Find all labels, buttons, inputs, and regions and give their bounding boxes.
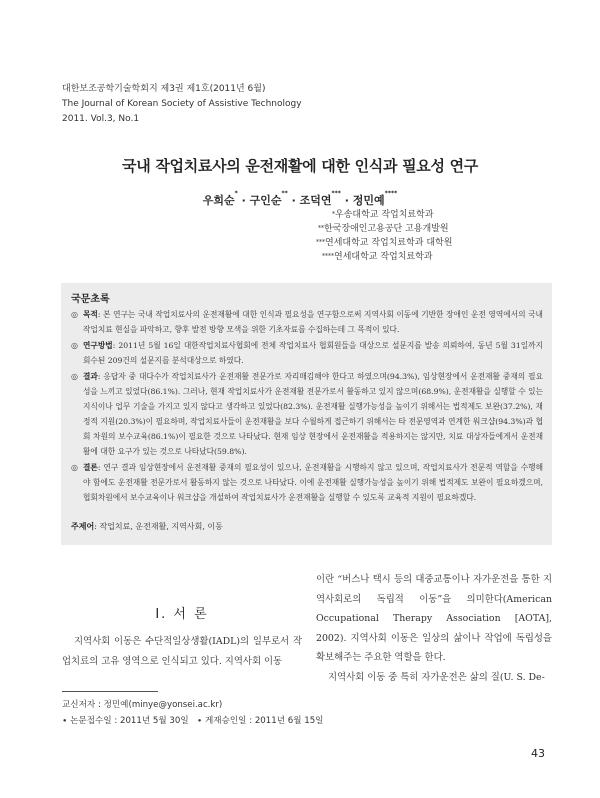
journal-english-name: The Journal of Korean Society of Assistive Technology xyxy=(62,99,302,109)
abstract-label: 연구방법 xyxy=(83,341,113,350)
affiliation-mark: ** xyxy=(318,225,324,232)
author-separator: · xyxy=(237,194,250,207)
abstract-label: 결론 xyxy=(83,463,98,472)
abstract-text: 2011년 5월 16일 대한작업치료사협회에 전체 작업치료사 협회원들을 대상으로 설문지를 발송 의뢰하여, 동년 5월 31일까지 회수된 209건의 설문지를 분석대상으로 하였다. xyxy=(83,341,543,365)
affiliation-list xyxy=(318,208,452,264)
paper-title: 국내 작업치료사의 운전재활에 대한 인식과 필요성 연구 xyxy=(122,157,478,175)
body-column-left: 지역사회 이동은 수단적일상생활(IADL)의 일부로서 작업치료의 고유 영역으로 인식되고 있다. 지역사회 이동 xyxy=(62,636,302,667)
affiliation-mark: **** xyxy=(322,253,334,260)
body-column-right xyxy=(316,570,552,687)
abstract-item-method: ◎ 연구방법: 2011년 5월 16일 대한작업치료사협회에 전체 작업치료사 협회원들을 대상으로 설문지를 발송 의뢰하여, 동년 5월 31일까지 회수된 209건의 설문지를 분석대상으로 하였다. xyxy=(71,338,543,368)
author-separator: · xyxy=(287,194,300,207)
affiliation-mark: *** xyxy=(316,239,325,246)
journal-volume: 2011. Vol.3, No.1 xyxy=(62,114,140,124)
footnote-label: ∙ 게재승인일 : xyxy=(196,716,255,726)
bullet-icon: ◎ xyxy=(71,463,78,472)
footnote-value: 정민예(minye@yonsei.ac.kr) xyxy=(103,700,223,710)
author-mark: *** xyxy=(331,190,341,197)
bullet-icon: ◎ xyxy=(71,310,78,319)
journal-info xyxy=(62,82,302,127)
abstract-item-purpose: ◎ 목적: 본 연구는 국내 작업치료사의 운전재활에 대한 인식과 필요성을 연구함으로써 지역사회 이동에 기반한 장애인 운전 영역에서의 국내 작업치료 현실을 파악하고, 향후 발전 방향 모색을 위한 기초자료를 수집하는데 그 목적이 있다. xyxy=(71,307,543,337)
author-name: 조덕연 xyxy=(299,194,332,207)
journal-korean-name: 대한보조공학기술학회지 제3권 제1호(2011년 6월) xyxy=(62,84,266,94)
body-paragraph: 지역사회 이동 중 특히 자가운전은 삶의 질(U. S. De- xyxy=(328,671,545,683)
author-name: 구인순 xyxy=(249,194,282,207)
keywords-label: 주제어 xyxy=(71,522,95,531)
abstract-box xyxy=(61,283,552,545)
abstract-label: 결과 xyxy=(83,372,98,381)
abstract-text: 본 연구는 국내 작업치료사의 운전재활에 대한 인식과 필요성을 연구함으로써 지역사회 이동에 기반한 장애인 운전 영역에서의 국내 작업치료 현실을 파악하고, 향후 발전 방향 모색을 위한 기초자료를 수집하는데 그 목적이 있다. xyxy=(83,310,543,334)
author-name: 우희순 xyxy=(202,194,235,207)
footnotes xyxy=(62,697,323,729)
keywords-text: 작업치료, 운전재활, 지역사회, 이동 xyxy=(99,522,223,531)
dates-line xyxy=(62,713,323,729)
footnote-value: 2011년 6월 15일 xyxy=(254,716,324,726)
affiliation-mark: * xyxy=(332,211,335,218)
author-list xyxy=(0,192,600,208)
footnote-value: 2011년 5월 30일 xyxy=(119,716,189,726)
affiliation-item xyxy=(322,250,452,264)
abstract-label: 목적 xyxy=(83,310,98,319)
bullet-icon: ◎ xyxy=(71,372,78,381)
author-name: 정민예 xyxy=(352,194,385,207)
footnote-label: 교신저자 : xyxy=(62,700,104,710)
footnote-label: ∙ 논문접수일 : xyxy=(62,716,120,726)
body-paragraph: 이란 “버스나 택시 등의 대중교통이나 자가운전을 통한 지역사회로의 독립적 이동”을 의미한다(American Occupational Therapy Association [AOTA], 2002). 지역사회 이동은 일상의 삶이나 작업에 독립성을 확보해주는 주요한 역할을 한다. xyxy=(316,574,552,663)
abstract-item-result: ◎ 결과: 응답자 중 대다수가 작업치료사가 운전재활 전문가로 자리매김해야 한다고 하였으며(94.3%), 임상현장에서 운전재활 중재의 필요성을 느끼고 있었다(86.1%). 그러나, 현재 작업치료사가 운전재활 전문가로서 활동하고 있지 않으며(68.9%), 운전재활을 실행할 수 있는 지식이나 업무 기술을 가지고 있지 않다고 생각하고 있었다(82.3%). 운전재활 실행가능성을 높이기 위해서는 법적제도 보완(37.2%), 재정적 지원(20.3%)이 필요하며, 작업치료사들이 운전재활을 보다 수월하게 접근하기 위해서는 타 전문영역과 연계한 워크샵(94.3%)과 협회 차원의 보수교육(86.1%)이 필요한 것으로 나타났다. 현재 임상 현장에서 운전재활을 적용하지는 않지만, 치료 대상자들에게서 운전재활에 대한 요구가 있는 것으로 나타났다(59.8%). xyxy=(71,369,543,459)
affiliation-item xyxy=(316,236,452,250)
corresponding-author xyxy=(62,697,323,713)
page-number: 43 xyxy=(531,747,545,760)
affiliation-text: 우송대학교 작업치료학과 xyxy=(335,210,434,220)
author-mark: * xyxy=(234,190,238,197)
author-separator: · xyxy=(340,194,353,207)
bullet-icon: ◎ xyxy=(71,341,78,350)
author-mark: **** xyxy=(384,190,398,197)
abstract-body xyxy=(71,307,543,506)
abstract-text: 응답자 중 대다수가 작업치료사가 운전재활 전문가로 자리매김해야 한다고 하였으며(94.3%), 임상현장에서 운전재활 중재의 필요성을 느끼고 있었다(86.1%). 그러나, 현재 작업치료사가 운전재활 전문가로서 활동하고 있지 않으며(68.9%), 운전재활을 실행할 수 있는 지식이나 업무 기술을 가지고 있지 않다고 생각하고 있었다(82.3%). 운전재활 실행가능성을 높이기 위해서는 법적제도 보완(37.2%), 재정적 지원(20.3%)이 필요하며, 작업치료사들이 운전재활을 보다 수월하게 접근하기 위해서는 타 전문영역과 연계한 워크샵(94.3%)과 협회 차원의 보수교육(86.1%)이 필요한 것으로 나타났다. 현재 임상 현장에서 운전재활을 적용하지는 않지만, 치료 대상자들에게서 운전재활에 대한 요구가 있는 것으로 나타났다(59.8%). xyxy=(83,372,543,456)
section-heading: I. 서 론 xyxy=(155,607,209,622)
affiliation-item xyxy=(332,208,452,222)
author-mark: ** xyxy=(281,190,288,197)
affiliation-text: 연세대학교 작업치료학과 xyxy=(334,252,433,262)
abstract-text: 연구 결과 임상현장에서 운전재활 중재의 필요성이 있으나, 운전재활을 시행하지 않고 있으며, 작업치료사가 전문적 역할을 수행해야 함에도 운전재활 전문가로서 활동하지 않는 것으로 나타났다. 이에 운전재활 실행가능성을 높이기 위해 법적제도 보완이 필요하겠으며, 협회차원에서 보수교육이나 워크샵을 개설하여 작업치료사가 운전재활을 실행할 수 있도록 교육적 지원이 필요하겠다. xyxy=(83,463,543,502)
affiliation-text: 한국장애인고용공단 고용개발원 xyxy=(324,224,449,234)
affiliation-item xyxy=(318,222,452,236)
affiliation-text: 연세대학교 작업치료학과 대학원 xyxy=(325,238,453,248)
abstract-item-conclusion: ◎ 결론: 연구 결과 임상현장에서 운전재활 중재의 필요성이 있으나, 운전재활을 시행하지 않고 있으며, 작업치료사가 전문적 역할을 수행해야 함에도 운전재활 전문가로서 활동하지 않는 것으로 나타났다. 이에 운전재활 실행가능성을 높이기 위해 법적제도 보완이 필요하겠으며, 협회차원에서 보수교육이나 워크샵을 개설하여 작업치료사가 운전재활을 실행할 수 있도록 교육적 지원이 필요하겠다. xyxy=(71,460,543,505)
abstract-heading: 국문초록 xyxy=(71,294,110,305)
footnote-divider xyxy=(62,691,158,692)
keywords: 주제어: 작업치료, 운전재활, 지역사회, 이동 xyxy=(71,522,223,531)
